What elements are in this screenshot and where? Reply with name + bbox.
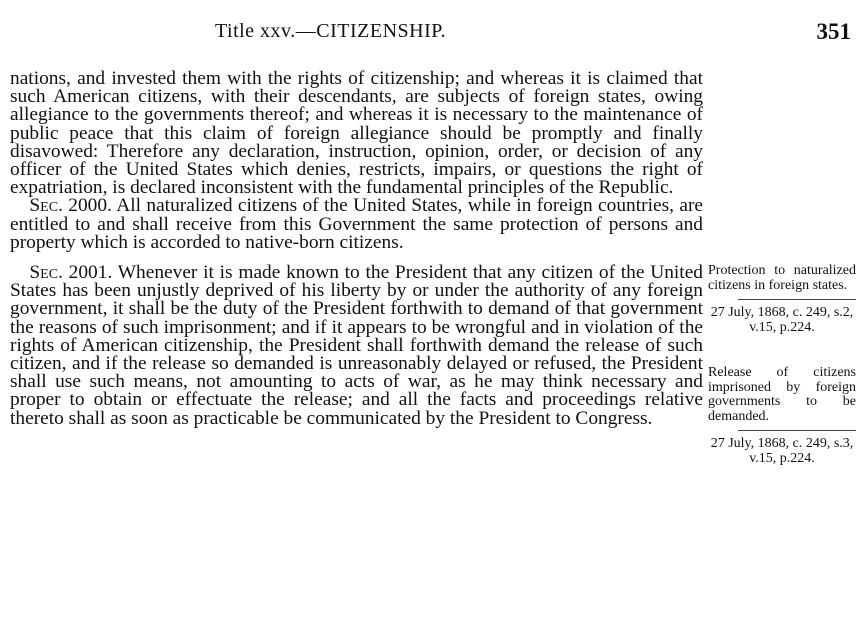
section-2001-label: Sec. 2001. [29,262,113,284]
page-number: 351 [816,19,851,44]
section-2001-text: Whenever it is made known to the President that any citizen of the United States has been unjustly deprived of his liberty by or under the authority of any foreign government, it shall be the duty of the President forthwith to demand of that government the reasons of such imprisonment; and if it appears to be wrongful and in violation of the rights of American citizenship, the President shall forthwith demand the release of such citizen, and if the release so demanded is unreasonably delayed or refused, the President shall use such means, not amounting to acts of war, as he may think necessary and proper to obtain or effectuate the release; and all the facts and proceedings relative thereto shall as soon as practicable be communicated by the President to Congress. [10,262,703,429]
section-2001 [10,264,703,428]
margin-note-protection: Protection to naturalized citizens in foreign states. [708,263,856,293]
continued-paragraph: nations, and invested them with the rights of citizenship; and whereas it is claimed that such American citizens, with their descendants, are subjects of foreign states, owing allegiance to the governments thereof; and whereas it is necessary to the maintenance of public peace that this claim of foreign allegiance should be promptly and finally disavowed: Therefore any declaration, instruction, opinion, order, or decision of any officer of the United States which denies, restricts, impairs, or questions the right of expatriation, is declared inconsistent with the fundamental principles of the Republic. [10,68,703,199]
margin-note-release: Release of citizens imprisoned by foreign governments to be demanded. [708,365,856,424]
margin-note-group-protection [708,264,856,335]
margin-citation-sec2000: 27 July, 1868, c. 249, s.2, v.15, p.224. [710,305,854,335]
running-head-title: Title xxv.—CITIZENSHIP. [215,20,447,42]
main-text-column [10,70,703,428]
margin-rule [738,430,856,431]
section-2000 [10,197,703,252]
margin-rule [738,299,856,300]
margin-note-group-release [708,366,856,466]
margin-citation-sec2001: 27 July, 1868, c. 249, s.3, v.15, p.224. [710,436,854,466]
section-2000-label: Sec. 2000. [29,195,112,217]
section-2000-text: All naturalized citizens of the United States, while in foreign countries, are entitled to and shall receive from this Government the same protection of persons and property which is accorded to native-born citizens. [10,195,704,253]
